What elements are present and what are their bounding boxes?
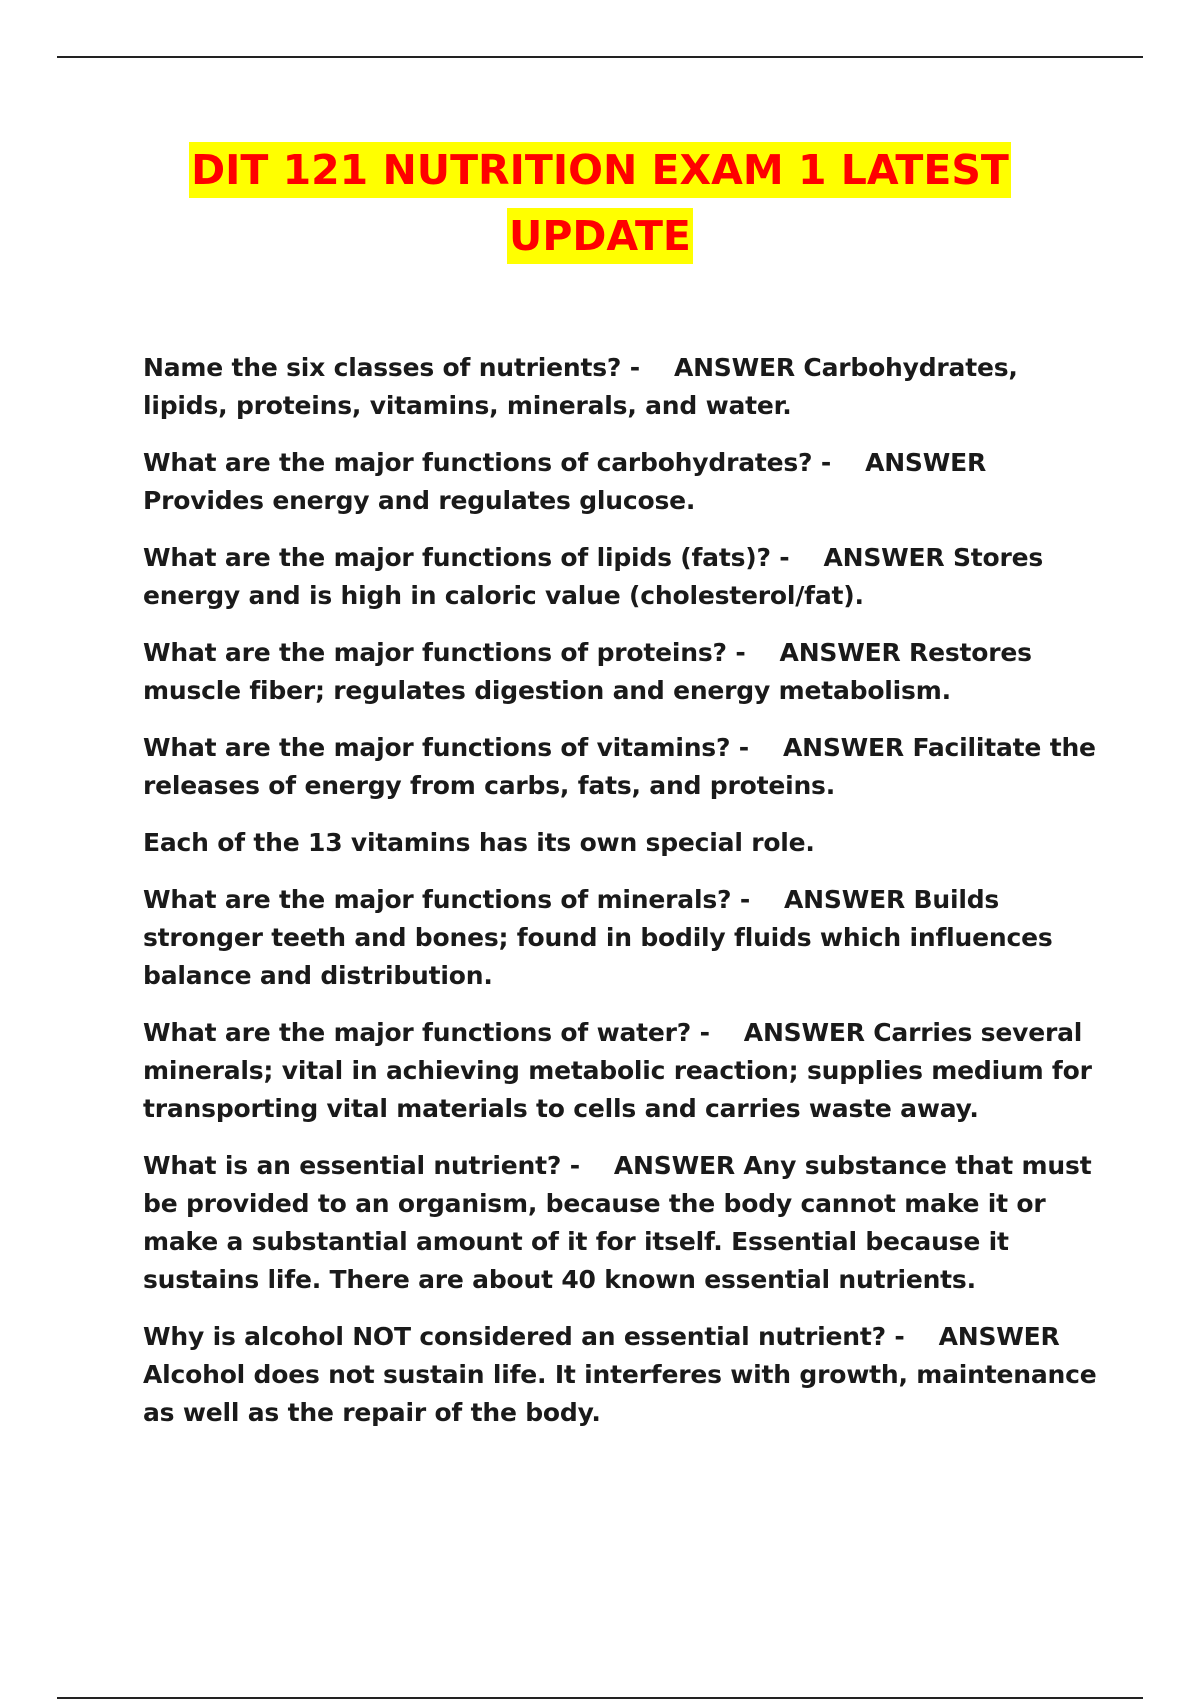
answer-text: ANSWER Carries several minerals; vital in achieving metabolic reaction; supplies medium for transporting vital materials to cells and carries waste away. [143, 1018, 1092, 1123]
question-text: What are the major functions of lipids (fats)? - [143, 543, 790, 572]
answer-text: ANSWER Alcohol does not sustain life. It interferes with growth, maintenance as well as the repair of the body. [143, 1322, 1097, 1427]
qa-item [143, 1318, 1103, 1432]
qa-item [143, 539, 1103, 615]
qa-item [143, 634, 1103, 710]
qa-note [143, 824, 1103, 862]
question-text: What are the major functions of minerals? - [143, 885, 750, 914]
answer-text: ANSWER Provides energy and regulates glucose. [143, 448, 987, 515]
page-title [0, 142, 1200, 274]
qa-item [143, 349, 1103, 425]
question-text: What are the major functions of vitamins? - [143, 733, 749, 762]
bottom-divider [57, 1697, 1143, 1699]
question-text: What are the major functions of proteins? - [143, 638, 746, 667]
answer-text: ANSWER Stores energy and is high in caloric value (cholesterol/fat). [143, 543, 1044, 610]
question-text: What are the major functions of water? - [143, 1018, 710, 1047]
qa-item [143, 444, 1103, 520]
answer-text: ANSWER Restores muscle fiber; regulates digestion and energy metabolism. [143, 638, 1032, 705]
qa-item [143, 881, 1103, 995]
answer-text: ANSWER Any substance that must be provided to an organism, because the body cannot make it or make a substantial amount of it for itself. Essential because it sustains life. There are about 40 known essential nutrients. [143, 1151, 1092, 1294]
question-text: What are the major functions of carbohydrates? - [143, 448, 832, 477]
qa-list [143, 349, 1103, 1451]
answer-text: ANSWER Builds stronger teeth and bones; found in bodily fluids which influences balance and distribution. [143, 885, 1053, 990]
question-text: What is an essential nutrient? - [143, 1151, 580, 1180]
top-divider [57, 56, 1143, 58]
answer-text: ANSWER Carbohydrates, lipids, proteins, vitamins, minerals, and water. [143, 353, 1018, 420]
question-text: Name the six classes of nutrients? - [143, 353, 640, 382]
note-text: Each of the 13 vitamins has its own special role. [143, 828, 815, 857]
answer-text: ANSWER Facilitate the releases of energy from carbs, fats, and proteins. [143, 733, 1096, 800]
question-text: Why is alcohol NOT considered an essential nutrient? - [143, 1322, 905, 1351]
title-line-1: DIT 121 NUTRITION EXAM 1 LATEST [189, 142, 1011, 198]
qa-item [143, 1147, 1103, 1299]
title-line-2: UPDATE [507, 208, 693, 264]
qa-item [143, 1014, 1103, 1128]
qa-item [143, 729, 1103, 805]
